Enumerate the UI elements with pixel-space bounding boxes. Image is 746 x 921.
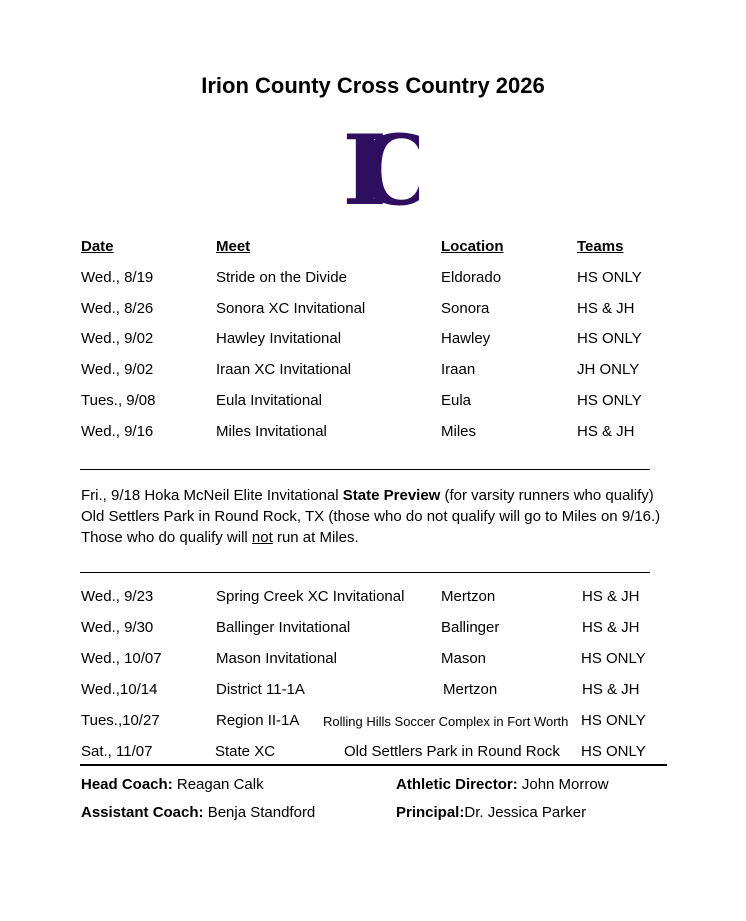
table-row bbox=[0, 361, 746, 383]
meet-name: Iraan XC Invitational bbox=[216, 361, 352, 378]
athletic-director: Athletic Director: John Morrow bbox=[396, 776, 609, 793]
meet-date: Sat., 11/07 bbox=[81, 743, 153, 760]
note-line-1: Fri., 9/18 Hoka McNeil Elite Invitational State Preview (for varsity runners who qualify) bbox=[81, 487, 654, 504]
meet-location: Rolling Hills Soccer Complex in Fort Worth bbox=[323, 714, 569, 729]
meet-teams: HS ONLY bbox=[577, 269, 642, 286]
meet-location: Mertzon bbox=[443, 681, 498, 698]
state-preview-note bbox=[81, 485, 681, 548]
meet-date: Wed., 8/19 bbox=[81, 269, 154, 286]
page-title: Irion County Cross Country 2026 bbox=[201, 73, 545, 98]
table-row bbox=[0, 300, 746, 322]
meet-name: Hawley Invitational bbox=[216, 330, 342, 347]
meet-location: Mertzon bbox=[441, 588, 496, 605]
header-meet: Meet bbox=[216, 238, 251, 255]
table-row bbox=[0, 269, 746, 291]
table-row bbox=[0, 330, 746, 352]
meet-date: Tues., 9/08 bbox=[81, 392, 156, 409]
table-row bbox=[0, 588, 746, 610]
meet-name: Eula Invitational bbox=[216, 392, 322, 409]
ic-logo bbox=[327, 118, 419, 216]
assistant-coach: Assistant Coach: Benja Standford bbox=[81, 804, 316, 821]
table-row bbox=[0, 619, 746, 641]
meet-teams: HS & JH bbox=[582, 588, 640, 605]
meet-location: Eula bbox=[441, 392, 472, 409]
meet-date: Wed., 10/07 bbox=[81, 650, 162, 667]
meet-date: Wed., 9/16 bbox=[81, 423, 154, 440]
meet-date: Wed.,10/14 bbox=[81, 681, 158, 698]
meet-name: Mason Invitational bbox=[216, 650, 337, 667]
table-row bbox=[0, 392, 746, 414]
divider bbox=[80, 469, 650, 470]
meet-name: Miles Invitational bbox=[216, 423, 327, 440]
meet-name: Region II-1A bbox=[216, 712, 300, 729]
meet-name: Stride on the Divide bbox=[216, 269, 347, 286]
table-row bbox=[0, 650, 746, 672]
meet-teams: HS ONLY bbox=[581, 712, 646, 729]
meet-date: Wed., 8/26 bbox=[81, 300, 154, 317]
meet-location: Sonora bbox=[441, 300, 490, 317]
meet-location: Ballinger bbox=[441, 619, 500, 636]
meet-teams: HS & JH bbox=[577, 423, 635, 440]
table-row bbox=[0, 681, 746, 703]
table-row bbox=[0, 743, 746, 765]
meet-date: Tues.,10/27 bbox=[81, 712, 160, 729]
meet-teams: HS & JH bbox=[582, 681, 640, 698]
header-teams: Teams bbox=[577, 238, 624, 255]
divider bbox=[80, 572, 650, 573]
meet-date: Wed., 9/02 bbox=[81, 330, 154, 347]
meet-teams: HS ONLY bbox=[581, 743, 646, 760]
meet-date: Wed., 9/02 bbox=[81, 361, 154, 378]
meet-teams: JH ONLY bbox=[577, 361, 640, 378]
meet-name: State XC bbox=[215, 743, 276, 760]
meet-name: Sonora XC Invitational bbox=[216, 300, 366, 317]
header-location: Location bbox=[441, 238, 504, 255]
meet-date: Wed., 9/23 bbox=[81, 588, 154, 605]
schedule-header bbox=[0, 238, 746, 260]
meet-location: Miles bbox=[441, 423, 477, 440]
meet-name: Spring Creek XC Invitational bbox=[216, 588, 405, 605]
header-date: Date bbox=[81, 238, 114, 255]
meet-location: Eldorado bbox=[441, 269, 502, 286]
meet-teams: HS ONLY bbox=[581, 650, 646, 667]
head-coach: Head Coach: Reagan Calk bbox=[81, 776, 264, 793]
note-line-3: Those who do qualify will not run at Miles. bbox=[81, 529, 359, 546]
meet-name: Ballinger Invitational bbox=[216, 619, 351, 636]
meet-teams: HS & JH bbox=[582, 619, 640, 636]
meet-location: Mason bbox=[441, 650, 487, 667]
meet-location: Hawley bbox=[441, 330, 491, 347]
meet-name: District 11-1A bbox=[216, 681, 305, 698]
logo-text: IC bbox=[342, 118, 404, 216]
meet-location: Iraan bbox=[441, 361, 476, 378]
meet-location: Old Settlers Park in Round Rock bbox=[344, 743, 560, 760]
divider-thick bbox=[80, 764, 667, 766]
table-row bbox=[0, 423, 746, 445]
table-row bbox=[0, 712, 746, 734]
meet-teams: HS ONLY bbox=[577, 330, 642, 347]
note-line-2: Old Settlers Park in Round Rock, TX (those who do not qualify will go to Miles on 9/16.) bbox=[81, 508, 661, 525]
meet-teams: HS & JH bbox=[577, 300, 635, 317]
meet-teams: HS ONLY bbox=[577, 392, 642, 409]
principal: Principal:Dr. Jessica Parker bbox=[396, 804, 587, 821]
meet-date: Wed., 9/30 bbox=[81, 619, 154, 636]
